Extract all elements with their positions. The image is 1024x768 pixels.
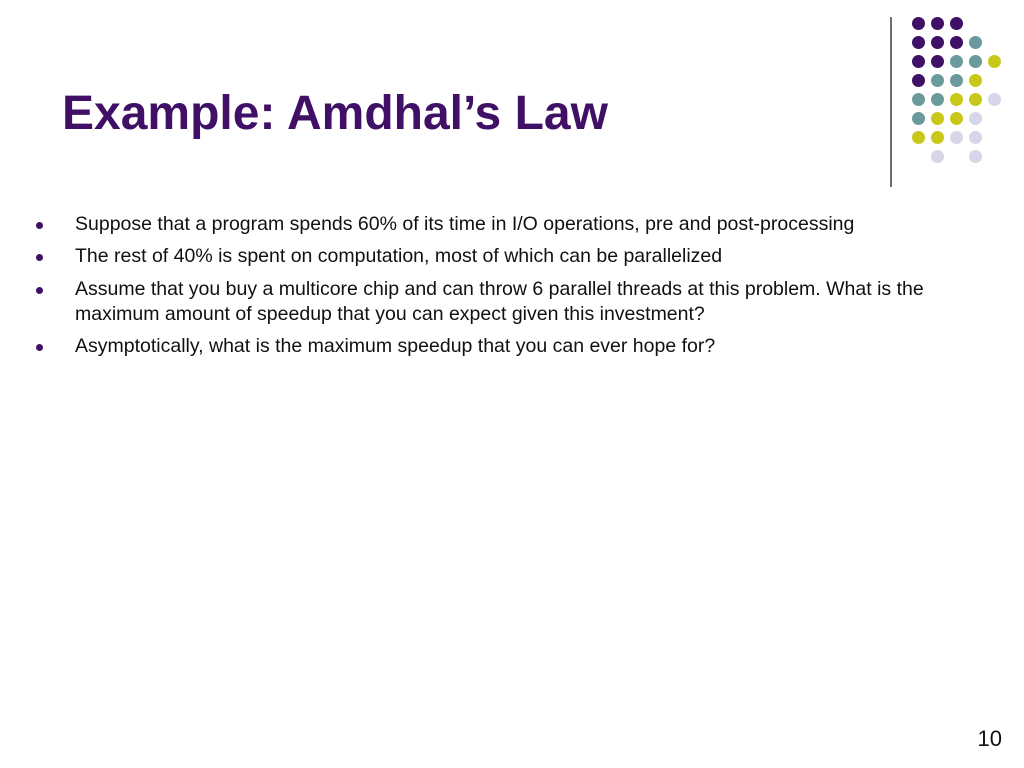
dot-purple-icon bbox=[912, 55, 925, 68]
bullet-text: The rest of 40% is spent on computation, most of which can be parallelized bbox=[75, 245, 723, 268]
dot-teal-icon bbox=[931, 93, 944, 106]
dot-yellow-icon bbox=[950, 93, 963, 106]
dot-yellow-icon bbox=[912, 131, 925, 144]
bullet-item bbox=[36, 334, 996, 359]
page-number: 10 bbox=[977, 726, 1002, 751]
bullet-dot-icon bbox=[36, 344, 43, 351]
dot-teal-icon bbox=[931, 74, 944, 87]
bullet-item bbox=[36, 212, 996, 237]
slide-title: Example: Amdhal’s Law bbox=[62, 87, 608, 140]
bullet-item bbox=[36, 277, 996, 328]
dot-yellow-icon bbox=[931, 112, 944, 125]
dot-lavender-icon bbox=[969, 131, 982, 144]
bullet-dot-icon bbox=[36, 287, 43, 294]
bullet-list bbox=[36, 212, 996, 367]
dot-purple-icon bbox=[950, 36, 963, 49]
title-divider-line bbox=[890, 17, 892, 187]
bullet-dot-icon bbox=[36, 254, 43, 261]
dot-yellow-icon bbox=[931, 131, 944, 144]
dot-teal-icon bbox=[969, 55, 982, 68]
dot-teal-icon bbox=[950, 55, 963, 68]
dot-teal-icon bbox=[912, 93, 925, 106]
dot-lavender-icon bbox=[969, 150, 982, 163]
dot-purple-icon bbox=[931, 55, 944, 68]
dot-yellow-icon bbox=[988, 55, 1001, 68]
dot-yellow-icon bbox=[950, 112, 963, 125]
bullet-text: Suppose that a program spends 60% of its time in I/O operations, pre and post-processing bbox=[75, 213, 855, 235]
dot-purple-icon bbox=[931, 36, 944, 49]
dot-teal-icon bbox=[950, 74, 963, 87]
dot-yellow-icon bbox=[969, 74, 982, 87]
dot-lavender-icon bbox=[931, 150, 944, 163]
dot-teal-icon bbox=[969, 36, 982, 49]
dot-lavender-icon bbox=[950, 131, 963, 144]
dot-purple-icon bbox=[931, 17, 944, 30]
bullet-text: Assume that you buy a multicore chip and can throw 6 parallel threads at this problem. What is the maximum amount of speedup that you can expect given this investment? bbox=[75, 277, 924, 326]
dot-lavender-icon bbox=[988, 93, 1001, 106]
bullet-text: Asymptotically, what is the maximum speedup that you can ever hope for? bbox=[75, 335, 716, 358]
dot-purple-icon bbox=[950, 17, 963, 30]
dot-yellow-icon bbox=[969, 93, 982, 106]
bullet-dot-icon bbox=[36, 222, 43, 229]
dot-purple-icon bbox=[912, 36, 925, 49]
dot-lavender-icon bbox=[969, 112, 982, 125]
dot-teal-icon bbox=[912, 112, 925, 125]
dot-purple-icon bbox=[912, 17, 925, 30]
dot-purple-icon bbox=[912, 74, 925, 87]
bullet-item bbox=[36, 244, 996, 269]
